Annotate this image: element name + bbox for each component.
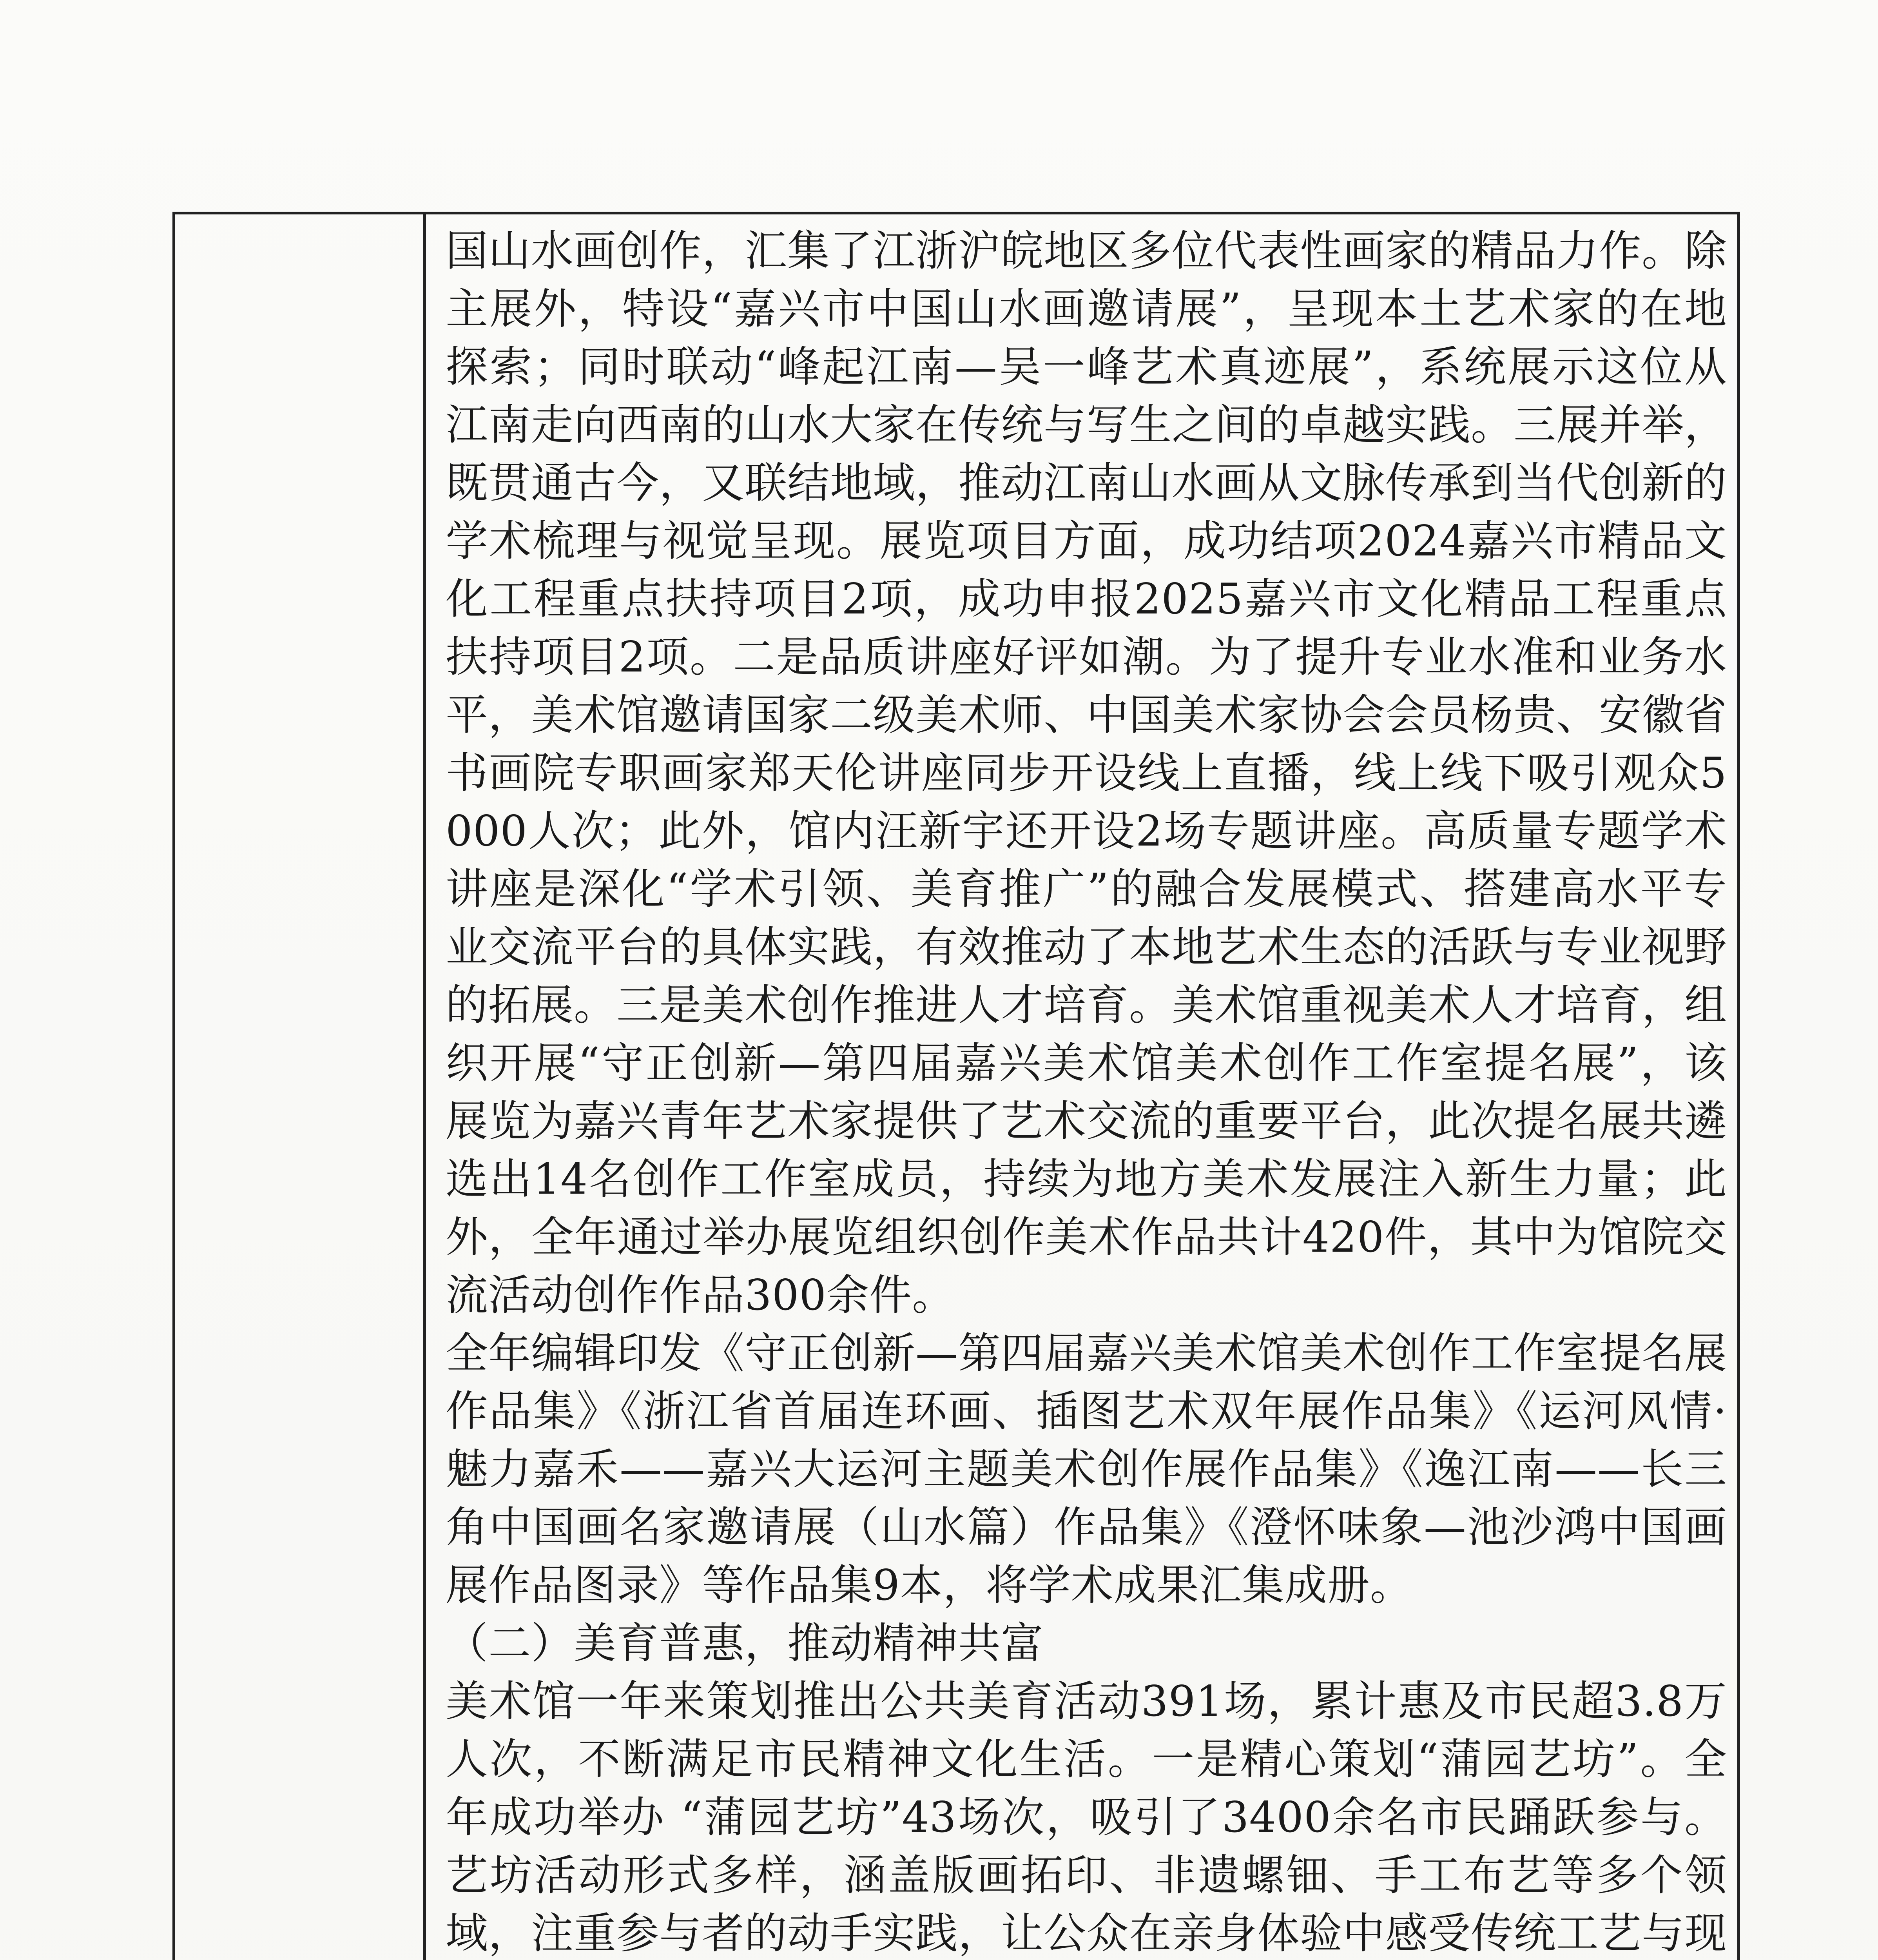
section-heading-aesthetic-education: （二）美育普惠，推动精神共富 xyxy=(446,1619,1044,1668)
left-label-column xyxy=(175,214,426,1960)
paragraph-publications: 全年编辑印发《守正创新—第四届嘉兴美术馆美术创作工作室提名展作品集》《浙江省首届连环画、插图艺术双年展作品集》《运河风情·魅力嘉禾——嘉兴大运河主题美术创作展作品集》《逸江南——长三角中国画名家邀请展（山水篇）作品集》《澄怀味象—池沙鸿中国画展作品图录》等作品集9本，将学术成果汇集成册。 xyxy=(446,1329,1728,1610)
paragraph-aesthetic-education: 美术馆一年来策划推出公共美育活动391场，累计惠及市民超3.8万人次，不断满足市民精神文化生活。一是精心策划“蒲园艺坊”。全年成功举办 “蒲园艺坊”43场次，吸引了3400余名市民踊跃参与。艺坊活动形式多样，涵盖版画拓印、非遗螺钿、手工布艺等多个领域，注重参与者的动手实践，让公众在亲身体验中感受传统工艺与现 xyxy=(446,1677,1728,1958)
content-cell xyxy=(434,214,1735,1960)
report-table xyxy=(172,212,1740,1960)
paragraph-exhibitions: 国山水画创作，汇集了江浙沪皖地区多位代表性画家的精品力作。除主展外，特设“嘉兴市中国山水画邀请展”，呈现本土艺术家的在地探索；同时联动“峰起江南—吴一峰艺术真迹展”，系统展示这位从江南走向西南的山水大家在传统与写生之间的卓越实践。三展并举，既贯通古今，又联结地域，推动江南山水画从文脉传承到当代创新的学术梳理与视觉呈现。展览项目方面，成功结项2024嘉兴市精品文化工程重点扶持项目2项，成功申报2025嘉兴市文化精品工程重点扶持项目2项。二是品质讲座好评如潮。为了提升专业水准和业务水平，美术馆邀请国家二级美术师、中国美术家协会会员杨贵、安徽省书画院专职画家郑天伦讲座同步开设线上直播，线上线下吸引观众5000人次；此外，馆内汪新宇还开设2场专题讲座。高质量专题学术讲座是深化“学术引领、美育推广”的融合发展模式、搭建高水平专业交流平台的具体实践，有效推动了本地艺术生态的活跃与专业视野的拓展。三是美术创作推进人才培育。美术馆重视美术人才培育，组织开展“守正创新—第四届嘉兴美术馆美术创作工作室提名展”，该展览为嘉兴青年艺术家提供了艺术交流的重要平台，此次提名展共遴选出14名创作工作室成员，持续为地方美术发展注入新生力量；此外，全年通过举办展览组织创作美术作品共计420件，其中为馆院交流活动创作作品300余件。 xyxy=(446,227,1728,1320)
